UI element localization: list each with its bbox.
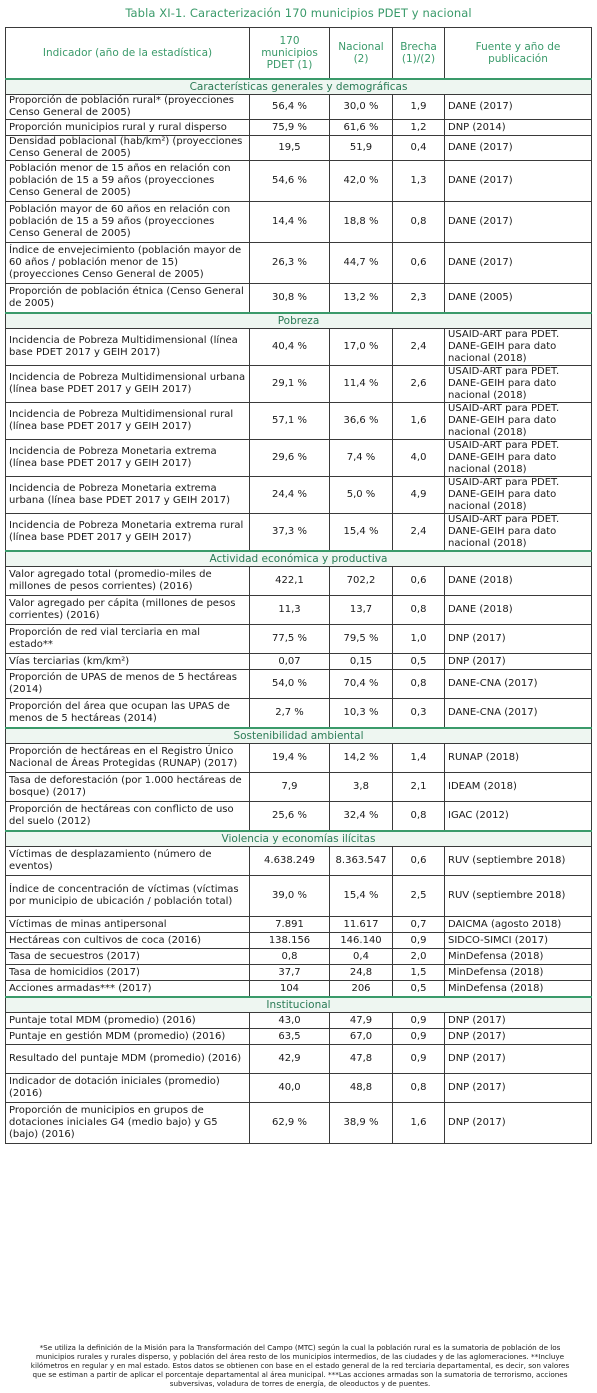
indicator-cell: Incidencia de Pobreza Multidimensional (línea base PDET 2017 y GEIH 2017): [6, 329, 250, 366]
pdet-value-cell: 77,5 %: [250, 625, 330, 654]
pdet-value-cell: 57,1 %: [250, 403, 330, 440]
national-value-cell: 79,5 %: [330, 625, 393, 654]
indicator-cell: Densidad poblacional (hab/km²) (proyecciones Censo General de 2005): [6, 136, 250, 161]
source-cell: USAID-ART para PDET. DANE-GEIH para dato nacional (2018): [445, 329, 592, 366]
indicator-cell: Proporción de red vial terciaria en mal estado**: [6, 625, 250, 654]
pdet-value-cell: 138.156: [250, 933, 330, 949]
table-row: [6, 403, 592, 440]
table-row: [6, 596, 592, 625]
national-value-cell: 47,9: [330, 1013, 393, 1029]
section-title: Institucional: [6, 997, 592, 1013]
gap-value-cell: 1,6: [393, 1103, 445, 1144]
national-value-cell: 146.140: [330, 933, 393, 949]
gap-value-cell: 0,9: [393, 1013, 445, 1029]
table-body: [6, 79, 592, 1144]
national-value-cell: 61,6 %: [330, 120, 393, 136]
source-cell: MinDefensa (2018): [445, 981, 592, 998]
national-value-cell: 70,4 %: [330, 670, 393, 699]
indicator-cell: Valor agregado per cápita (millones de pesos corrientes) (2016): [6, 596, 250, 625]
indicator-cell: Indicador de dotación iniciales (promedio) (2016): [6, 1074, 250, 1103]
source-cell: DNP (2017): [445, 1029, 592, 1045]
source-cell: RUV (septiembre 2018): [445, 876, 592, 917]
indicator-cell: Incidencia de Pobreza Monetaria extrema (línea base PDET 2017 y GEIH 2017): [6, 440, 250, 477]
national-value-cell: 15,4 %: [330, 876, 393, 917]
gap-value-cell: 0,8: [393, 670, 445, 699]
source-cell: USAID-ART para PDET. DANE-GEIH para dato nacional (2018): [445, 403, 592, 440]
table-row: [6, 876, 592, 917]
source-cell: DNP (2017): [445, 1074, 592, 1103]
indicator-cell: Proporción municipios rural y rural disperso: [6, 120, 250, 136]
national-value-cell: 15,4 %: [330, 514, 393, 552]
national-value-cell: 13,7: [330, 596, 393, 625]
source-cell: DNP (2017): [445, 654, 592, 670]
national-value-cell: 42,0 %: [330, 161, 393, 202]
pdet-value-cell: 42,9: [250, 1045, 330, 1074]
gap-value-cell: 1,3: [393, 161, 445, 202]
indicator-cell: Acciones armadas*** (2017): [6, 981, 250, 998]
table-row: [6, 654, 592, 670]
source-cell: DNP (2017): [445, 1013, 592, 1029]
source-cell: USAID-ART para PDET. DANE-GEIH para dato nacional (2018): [445, 477, 592, 514]
source-cell: DANE (2017): [445, 136, 592, 161]
table-row: [6, 202, 592, 243]
gap-value-cell: 0,8: [393, 802, 445, 832]
gap-value-cell: 1,6: [393, 403, 445, 440]
section-title: Pobreza: [6, 313, 592, 329]
header-indicador: Indicador (año de la estadística): [6, 28, 250, 80]
table-row: [6, 1013, 592, 1029]
section-title: Características generales y demográficas: [6, 79, 592, 95]
national-value-cell: 51,9: [330, 136, 393, 161]
indicator-cell: Índice de envejecimiento (población mayor de 60 años / población menor de 15) (proyecciones Censo General de 2005): [6, 243, 250, 284]
table-row: [6, 440, 592, 477]
gap-value-cell: 1,5: [393, 965, 445, 981]
table-row: [6, 773, 592, 802]
national-value-cell: 7,4 %: [330, 440, 393, 477]
table-title: Tabla XI-1. Caracterización 170 municipios PDET y nacional: [125, 6, 472, 20]
source-cell: USAID-ART para PDET. DANE-GEIH para dato nacional (2018): [445, 440, 592, 477]
indicator-cell: Hectáreas con cultivos de coca (2016): [6, 933, 250, 949]
indicator-cell: Incidencia de Pobreza Monetaria extrema rural (línea base PDET 2017 y GEIH 2017): [6, 514, 250, 552]
national-value-cell: 0,4: [330, 949, 393, 965]
table-row: [6, 949, 592, 965]
gap-value-cell: 0,7: [393, 917, 445, 933]
source-cell: IGAC (2012): [445, 802, 592, 832]
gap-value-cell: 0,9: [393, 933, 445, 949]
table-row: [6, 243, 592, 284]
gap-value-cell: 2,0: [393, 949, 445, 965]
pdet-value-cell: 26,3 %: [250, 243, 330, 284]
table-row: [6, 699, 592, 729]
national-value-cell: 14,2 %: [330, 744, 393, 773]
gap-value-cell: 0,8: [393, 596, 445, 625]
section-header-row: [6, 79, 592, 95]
gap-value-cell: 0,5: [393, 654, 445, 670]
national-value-cell: 44,7 %: [330, 243, 393, 284]
indicator-cell: Proporción de población étnica (Censo General de 2005): [6, 284, 250, 314]
footnote: *Se utiliza la definición de la Misión para la Transformación del Campo (MTC) según la cual la población rural es la sumatoria de población de los municipios rurales y rurales disperso, y población del área resto de los municipios intermedios, de las ciudades y de las aglomeraciones. **Incluye kilómetros en regular y en mal estado. Estos datos se obtienen con base en el estado general de la red terciaria departamental, es decir, son valores que se estiman a partir de aplicar el porcentaje departamental al área municipal. ***Las acciones armadas son la sumatoria de terrorismo, acciones subversivas, voladura de torres de energía, de oleoductos y de puentes.: [30, 1343, 570, 1388]
national-value-cell: 702,2: [330, 567, 393, 596]
table-row: [6, 933, 592, 949]
header-brecha: Brecha (1)/(2): [393, 28, 445, 80]
gap-value-cell: 0,5: [393, 981, 445, 998]
gap-value-cell: 0,9: [393, 1029, 445, 1045]
section-header-row: [6, 551, 592, 567]
national-value-cell: 67,0: [330, 1029, 393, 1045]
pdet-value-cell: 40,0: [250, 1074, 330, 1103]
source-cell: DNP (2017): [445, 625, 592, 654]
indicator-cell: Valor agregado total (promedio-miles de millones de pesos corrientes) (2016): [6, 567, 250, 596]
pdet-value-cell: 62,9 %: [250, 1103, 330, 1144]
source-cell: DANE (2018): [445, 567, 592, 596]
national-value-cell: 24,8: [330, 965, 393, 981]
source-cell: DANE (2017): [445, 95, 592, 120]
national-value-cell: 10,3 %: [330, 699, 393, 729]
indicator-cell: Índice de concentración de víctimas (víctimas por municipio de ubicación / población total): [6, 876, 250, 917]
section-title: Actividad económica y productiva: [6, 551, 592, 567]
table-row: [6, 1045, 592, 1074]
gap-value-cell: 0,6: [393, 567, 445, 596]
section-title: Sostenibilidad ambiental: [6, 728, 592, 744]
pdet-value-cell: 63,5: [250, 1029, 330, 1045]
indicator-cell: Incidencia de Pobreza Multidimensional urbana (línea base PDET 2017 y GEIH 2017): [6, 366, 250, 403]
pdet-value-cell: 19,4 %: [250, 744, 330, 773]
indicator-cell: Víctimas de minas antipersonal: [6, 917, 250, 933]
data-table: [5, 27, 592, 1144]
table-row: [6, 136, 592, 161]
pdet-value-cell: 29,6 %: [250, 440, 330, 477]
national-value-cell: 30,0 %: [330, 95, 393, 120]
table-row: [6, 477, 592, 514]
indicator-cell: Proporción de UPAS de menos de 5 hectáreas (2014): [6, 670, 250, 699]
gap-value-cell: 2,5: [393, 876, 445, 917]
national-value-cell: 3,8: [330, 773, 393, 802]
source-cell: DAICMA (agosto 2018): [445, 917, 592, 933]
indicator-cell: Víctimas de desplazamiento (número de eventos): [6, 847, 250, 876]
gap-value-cell: 0,3: [393, 699, 445, 729]
source-cell: DNP (2017): [445, 1045, 592, 1074]
national-value-cell: 11,4 %: [330, 366, 393, 403]
pdet-value-cell: 29,1 %: [250, 366, 330, 403]
gap-value-cell: 2,4: [393, 514, 445, 552]
national-value-cell: 11.617: [330, 917, 393, 933]
table-row: [6, 95, 592, 120]
pdet-value-cell: 75,9 %: [250, 120, 330, 136]
pdet-value-cell: 104: [250, 981, 330, 998]
gap-value-cell: 2,3: [393, 284, 445, 314]
source-cell: DNP (2014): [445, 120, 592, 136]
pdet-value-cell: 11,3: [250, 596, 330, 625]
source-cell: USAID-ART para PDET. DANE-GEIH para dato nacional (2018): [445, 514, 592, 552]
pdet-value-cell: 56,4 %: [250, 95, 330, 120]
pdet-value-cell: 7,9: [250, 773, 330, 802]
gap-value-cell: 0,6: [393, 243, 445, 284]
gap-value-cell: 0,8: [393, 202, 445, 243]
national-value-cell: 17,0 %: [330, 329, 393, 366]
section-header-row: [6, 997, 592, 1013]
indicator-cell: Puntaje total MDM (promedio) (2016): [6, 1013, 250, 1029]
indicator-cell: Proporción de hectáreas en el Registro Único Nacional de Áreas Protegidas (RUNAP) (2017): [6, 744, 250, 773]
national-value-cell: 38,9 %: [330, 1103, 393, 1144]
pdet-value-cell: 2,7 %: [250, 699, 330, 729]
pdet-value-cell: 54,6 %: [250, 161, 330, 202]
table-row: [6, 670, 592, 699]
national-value-cell: 5,0 %: [330, 477, 393, 514]
source-cell: IDEAM (2018): [445, 773, 592, 802]
gap-value-cell: 2,4: [393, 329, 445, 366]
table-row: [6, 847, 592, 876]
indicator-cell: Tasa de deforestación (por 1.000 hectáreas de bosque) (2017): [6, 773, 250, 802]
gap-value-cell: 1,2: [393, 120, 445, 136]
source-cell: MinDefensa (2018): [445, 949, 592, 965]
pdet-value-cell: 40,4 %: [250, 329, 330, 366]
source-cell: DANE (2017): [445, 202, 592, 243]
pdet-value-cell: 25,6 %: [250, 802, 330, 832]
national-value-cell: 32,4 %: [330, 802, 393, 832]
pdet-value-cell: 30,8 %: [250, 284, 330, 314]
table-row: [6, 1103, 592, 1144]
indicator-cell: Vías terciarias (km/km²): [6, 654, 250, 670]
indicator-cell: Población menor de 15 años en relación con población de 15 a 59 años (proyecciones Censo General de 2005): [6, 161, 250, 202]
table-row: [6, 514, 592, 552]
indicator-cell: Proporción del área que ocupan las UPAS de menos de 5 hectáreas (2014): [6, 699, 250, 729]
pdet-value-cell: 0,8: [250, 949, 330, 965]
pdet-value-cell: 14,4 %: [250, 202, 330, 243]
source-cell: DNP (2017): [445, 1103, 592, 1144]
indicator-cell: Puntaje en gestión MDM (promedio) (2016): [6, 1029, 250, 1045]
table-row: [6, 284, 592, 314]
gap-value-cell: 2,1: [393, 773, 445, 802]
header-nacional: Nacional (2): [330, 28, 393, 80]
section-header-row: [6, 313, 592, 329]
indicator-cell: Proporción de población rural* (proyecciones Censo General de 2005): [6, 95, 250, 120]
pdet-value-cell: 54,0 %: [250, 670, 330, 699]
national-value-cell: 13,2 %: [330, 284, 393, 314]
gap-value-cell: 0,6: [393, 847, 445, 876]
table-row: [6, 744, 592, 773]
table-row: [6, 1074, 592, 1103]
pdet-value-cell: 4.638.249: [250, 847, 330, 876]
indicator-cell: Incidencia de Pobreza Monetaria extrema urbana (línea base PDET 2017 y GEIH 2017): [6, 477, 250, 514]
table-row: [6, 1029, 592, 1045]
source-cell: DANE (2017): [445, 161, 592, 202]
gap-value-cell: 1,9: [393, 95, 445, 120]
national-value-cell: 8.363.547: [330, 847, 393, 876]
pdet-value-cell: 7.891: [250, 917, 330, 933]
table-row: [6, 917, 592, 933]
pdet-value-cell: 19,5: [250, 136, 330, 161]
pdet-value-cell: 37,3 %: [250, 514, 330, 552]
source-cell: DANE (2005): [445, 284, 592, 314]
national-value-cell: 48,8: [330, 1074, 393, 1103]
indicator-cell: Resultado del puntaje MDM (promedio) (2016): [6, 1045, 250, 1074]
source-cell: DANE (2018): [445, 596, 592, 625]
gap-value-cell: 1,0: [393, 625, 445, 654]
indicator-cell: Tasa de secuestros (2017): [6, 949, 250, 965]
gap-value-cell: 1,4: [393, 744, 445, 773]
national-value-cell: 0,15: [330, 654, 393, 670]
header-fuente: Fuente y año de publicación: [445, 28, 592, 80]
section-header-row: [6, 728, 592, 744]
source-cell: DANE-CNA (2017): [445, 670, 592, 699]
indicator-cell: Proporción de municipios en grupos de dotaciones iniciales G4 (medio bajo) y G5 (bajo) (2016): [6, 1103, 250, 1144]
source-cell: RUNAP (2018): [445, 744, 592, 773]
national-value-cell: 206: [330, 981, 393, 998]
table-row: [6, 965, 592, 981]
national-value-cell: 18,8 %: [330, 202, 393, 243]
indicator-cell: Tasa de homicidios (2017): [6, 965, 250, 981]
source-cell: DANE-CNA (2017): [445, 699, 592, 729]
indicator-cell: Incidencia de Pobreza Multidimensional rural (línea base PDET 2017 y GEIH 2017): [6, 403, 250, 440]
pdet-value-cell: 43,0: [250, 1013, 330, 1029]
gap-value-cell: 4,0: [393, 440, 445, 477]
gap-value-cell: 0,8: [393, 1074, 445, 1103]
national-value-cell: 47,8: [330, 1045, 393, 1074]
source-cell: DANE (2017): [445, 243, 592, 284]
table-row: [6, 366, 592, 403]
table-row: [6, 625, 592, 654]
pdet-value-cell: 37,7: [250, 965, 330, 981]
gap-value-cell: 4,9: [393, 477, 445, 514]
indicator-cell: Población mayor de 60 años en relación con población de 15 a 59 años (proyecciones Censo General de 2005): [6, 202, 250, 243]
indicator-cell: Proporción de hectáreas con conflicto de uso del suelo (2012): [6, 802, 250, 832]
pdet-value-cell: 422,1: [250, 567, 330, 596]
gap-value-cell: 0,9: [393, 1045, 445, 1074]
gap-value-cell: 2,6: [393, 366, 445, 403]
national-value-cell: 36,6 %: [330, 403, 393, 440]
gap-value-cell: 0,4: [393, 136, 445, 161]
table-row: [6, 329, 592, 366]
table-row: [6, 802, 592, 832]
section-title: Violencia y economías ilícitas: [6, 831, 592, 847]
header-row: [6, 28, 592, 80]
header-pdet: 170 municipios PDET (1): [250, 28, 330, 80]
pdet-value-cell: 39,0 %: [250, 876, 330, 917]
pdet-value-cell: 0,07: [250, 654, 330, 670]
table-row: [6, 120, 592, 136]
table-row: [6, 981, 592, 998]
table-row: [6, 567, 592, 596]
source-cell: USAID-ART para PDET. DANE-GEIH para dato nacional (2018): [445, 366, 592, 403]
source-cell: MinDefensa (2018): [445, 965, 592, 981]
source-cell: RUV (septiembre 2018): [445, 847, 592, 876]
table-row: [6, 161, 592, 202]
section-header-row: [6, 831, 592, 847]
source-cell: SIDCO-SIMCI (2017): [445, 933, 592, 949]
pdet-value-cell: 24,4 %: [250, 477, 330, 514]
